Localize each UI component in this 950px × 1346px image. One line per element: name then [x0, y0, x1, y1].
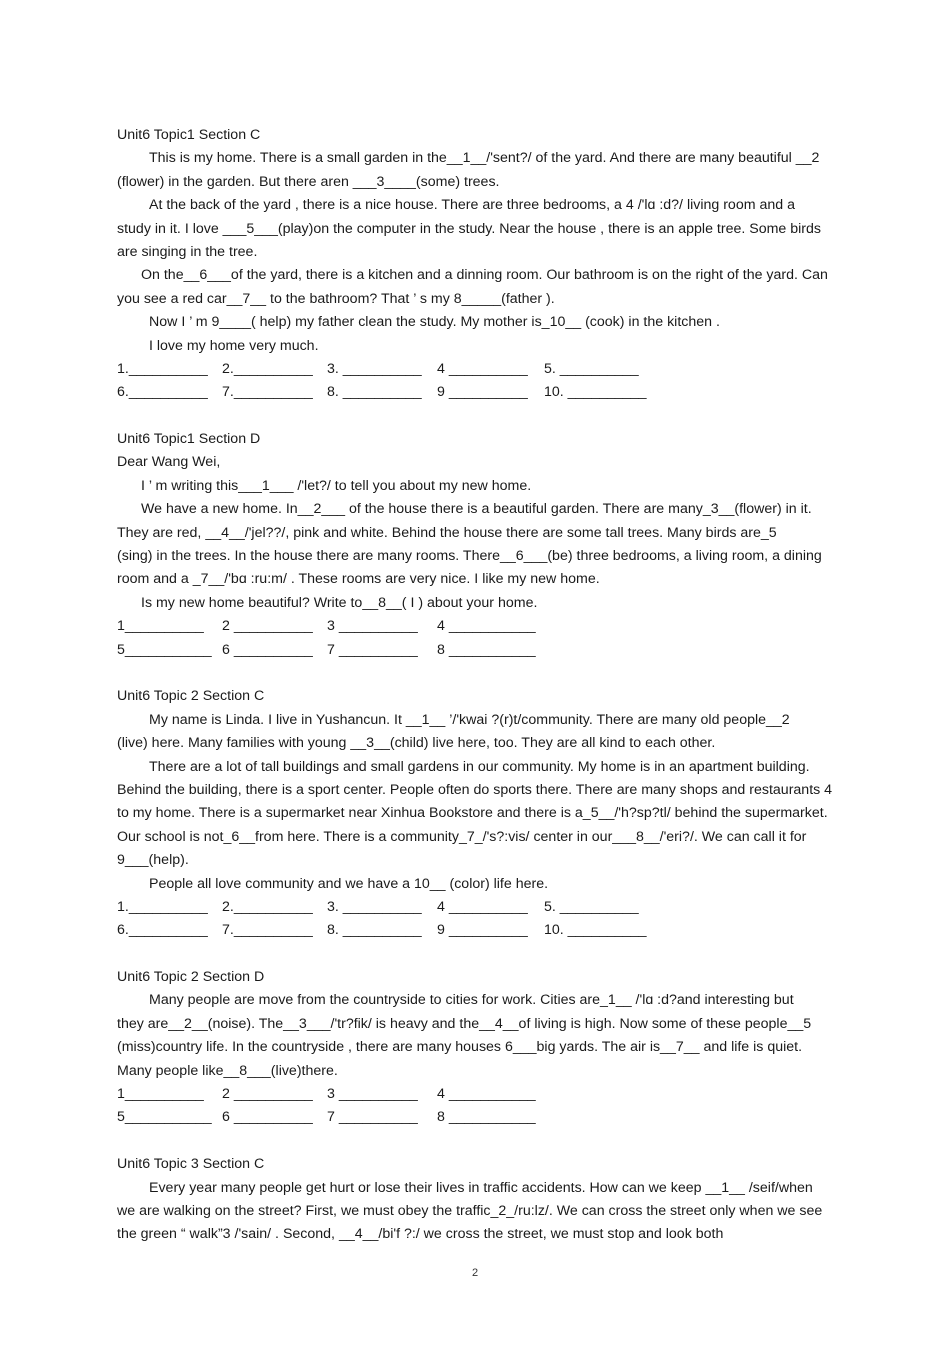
passage-line: Is my new home beautiful? Write to__8__( I ) about your home. — [141, 594, 538, 611]
answer-blank: 2 __________ — [222, 618, 313, 635]
answer-blank: 3. __________ — [327, 360, 422, 377]
section-heading: Unit6 Topic1 Section C — [117, 127, 261, 143]
answer-blank: 8 ___________ — [437, 641, 536, 658]
passage-line: Every year many people get hurt or lose their lives in traffic accidents. How can we keep __1__ /seif/when — [149, 1179, 813, 1196]
answer-blank: 2.__________ — [222, 360, 313, 377]
passage-line: Our school is not_6__from here. There is a community_7_/'s?:vis/ center in our___8__/'eri?/. We can call it for — [117, 828, 807, 845]
answer-row — [117, 358, 847, 381]
answer-blank: 1__________ — [117, 1086, 204, 1103]
answer-blank: 6 __________ — [222, 1109, 313, 1126]
passage-line: People all love community and we have a 10__ (color) life here. — [149, 875, 549, 892]
passage-line: (sing) in the trees. In the house there are many rooms. There__6___(be) three bedrooms, a living room, a dining — [117, 548, 822, 565]
passage-line: My name is Linda. I live in Yushancun. It __1__ ’/'kwai ?(r)t/community. There are many old people__2 — [149, 711, 790, 728]
passage-line: 9___(help). — [117, 852, 189, 869]
answer-blank: 2 __________ — [222, 1086, 313, 1103]
answer-blank: 1.__________ — [117, 898, 208, 915]
passage-line: On the__6___of the yard, there is a kitchen and a dinning room. Our bathroom is on the right of the yard. Can — [141, 267, 828, 284]
answer-blank: 6.__________ — [117, 384, 208, 401]
answer-blank: 3 __________ — [327, 618, 418, 635]
passage-line: (live) here. Many families with young __3__(child) live here, too. They are all kind to each other. — [117, 735, 716, 752]
passage-line: study in it. I love ___5___(play)on the computer in the study. Near the house , there is an apple tree. Some birds — [117, 220, 821, 237]
page-number: 2 — [471, 1267, 479, 1279]
answer-blank: 4 ___________ — [437, 1086, 536, 1103]
answer-blank: 5___________ — [117, 1109, 212, 1126]
answer-blank: 3. __________ — [327, 898, 422, 915]
answer-blank: 7 __________ — [327, 1109, 418, 1126]
answer-blank: 5___________ — [117, 641, 212, 658]
section-heading: Unit6 Topic1 Section D — [117, 431, 261, 448]
answer-row — [117, 896, 847, 919]
passage-line: the green “ walk”3 /'sain/ . Second, __4__/bi'f ?:/ we cross the street, we must stop and look both — [117, 1226, 724, 1243]
section-heading: Unit6 Topic 2 Section D — [117, 969, 265, 986]
passage-line: room and a _7__/'bɑ :ru:m/ . These rooms are very nice. I like my new home. — [117, 571, 600, 588]
answer-blank: 10. __________ — [544, 922, 647, 939]
answer-blank: 4 __________ — [437, 360, 528, 377]
answer-blank: 7 __________ — [327, 641, 418, 658]
answer-row — [117, 919, 847, 942]
answer-blank: 8 ___________ — [437, 1109, 536, 1126]
answer-blank: 10. __________ — [544, 384, 647, 401]
answer-blank: 8. __________ — [327, 922, 422, 939]
answer-blank: 7.__________ — [222, 922, 313, 939]
answer-blank: 5. __________ — [544, 360, 639, 377]
answer-blank: 6.__________ — [117, 922, 208, 939]
passage-line: I ’ m writing this___1___ /'let?/ to tell you about my new home. — [141, 477, 532, 494]
answer-row — [117, 639, 847, 662]
answer-blank: 7.__________ — [222, 384, 313, 401]
answer-blank: 2.__________ — [222, 898, 313, 915]
answer-blank: 1.__________ — [117, 360, 208, 377]
answer-blank: 9 __________ — [437, 384, 528, 401]
passage-line: At the back of the yard , there is a nice house. There are three bedrooms, a 4 /'lɑ :d?/ living room and a — [149, 197, 795, 214]
answer-blank: 9 __________ — [437, 922, 528, 939]
answer-blank: 5. __________ — [544, 898, 639, 915]
passage-line: Many people are move from the countryside to cities for work. Cities are_1__ /'lɑ :d?and interesting but — [149, 992, 794, 1009]
answer-row — [117, 1106, 847, 1129]
passage-line: we are walking on the street? First, we must obey the traffic_2_/ru:lz/. We can cross the street only when we see — [117, 1202, 823, 1219]
answer-blank: 3 __________ — [327, 1086, 418, 1103]
passage-line: (miss)country life. In the countryside , there are many houses 6___big yards. The air is__7__ and life is quiet. — [117, 1039, 803, 1056]
passage-line: are singing in the tree. — [117, 243, 258, 260]
answer-row — [117, 381, 847, 404]
answer-blank: 4 ___________ — [437, 618, 536, 635]
answer-row — [117, 615, 847, 638]
passage-line: Now I ’ m 9____( help) my father clean the study. My mother is_10__ (cook) in the kitchen . — [149, 314, 720, 331]
passage-line: They are red, __4__/'jel??/, pink and white. Behind the house there are some tall trees. Many birds are_5 — [117, 524, 777, 541]
passage-line: (flower) in the garden. But there aren ___3____(some) trees. — [117, 173, 500, 190]
answer-row — [117, 1083, 847, 1106]
answer-blank: 6 __________ — [222, 641, 313, 658]
passage-line: Many people like__8___(live)there. — [117, 1062, 338, 1079]
passage-line: We have a new home. In__2___ of the house there is a beautiful garden. There are many_3__(flower) in it. — [141, 501, 812, 518]
passage-line: they are__2__(noise). The__3___/'tr?fik/ is heavy and the__4__of living is high. Now some of these people__5 — [117, 1015, 812, 1032]
passage-line: There are a lot of tall buildings and small gardens in our community. My home is in an apartment building. — [149, 758, 810, 775]
section-heading: Unit6 Topic 2 Section C — [117, 688, 265, 705]
passage-line: to my home. There is a supermarket near Xinhua Bookstore and there is a_5__/'h?sp?tl/ behind the supermarket. — [117, 805, 828, 822]
passage-line: Behind the building, there is a sport center. People often do sports there. There are many shops and restaurants 4 — [117, 781, 833, 798]
passage-line: This is my home. There is a small garden in the__1__/'sent?/ of the yard. And there are many beautiful __2 — [149, 150, 820, 167]
answer-blank: 8. __________ — [327, 384, 422, 401]
document-body — [117, 124, 847, 1247]
answer-blank: 1__________ — [117, 618, 204, 635]
answer-blank: 4 __________ — [437, 898, 528, 915]
passage-line: I love my home very much. — [149, 337, 319, 354]
section-heading: Unit6 Topic 3 Section C — [117, 1156, 265, 1173]
passage-line: you see a red car__7__ to the bathroom? That ’ s my 8_____(father ). — [117, 290, 555, 307]
passage-line: Dear Wang Wei, — [117, 454, 221, 471]
